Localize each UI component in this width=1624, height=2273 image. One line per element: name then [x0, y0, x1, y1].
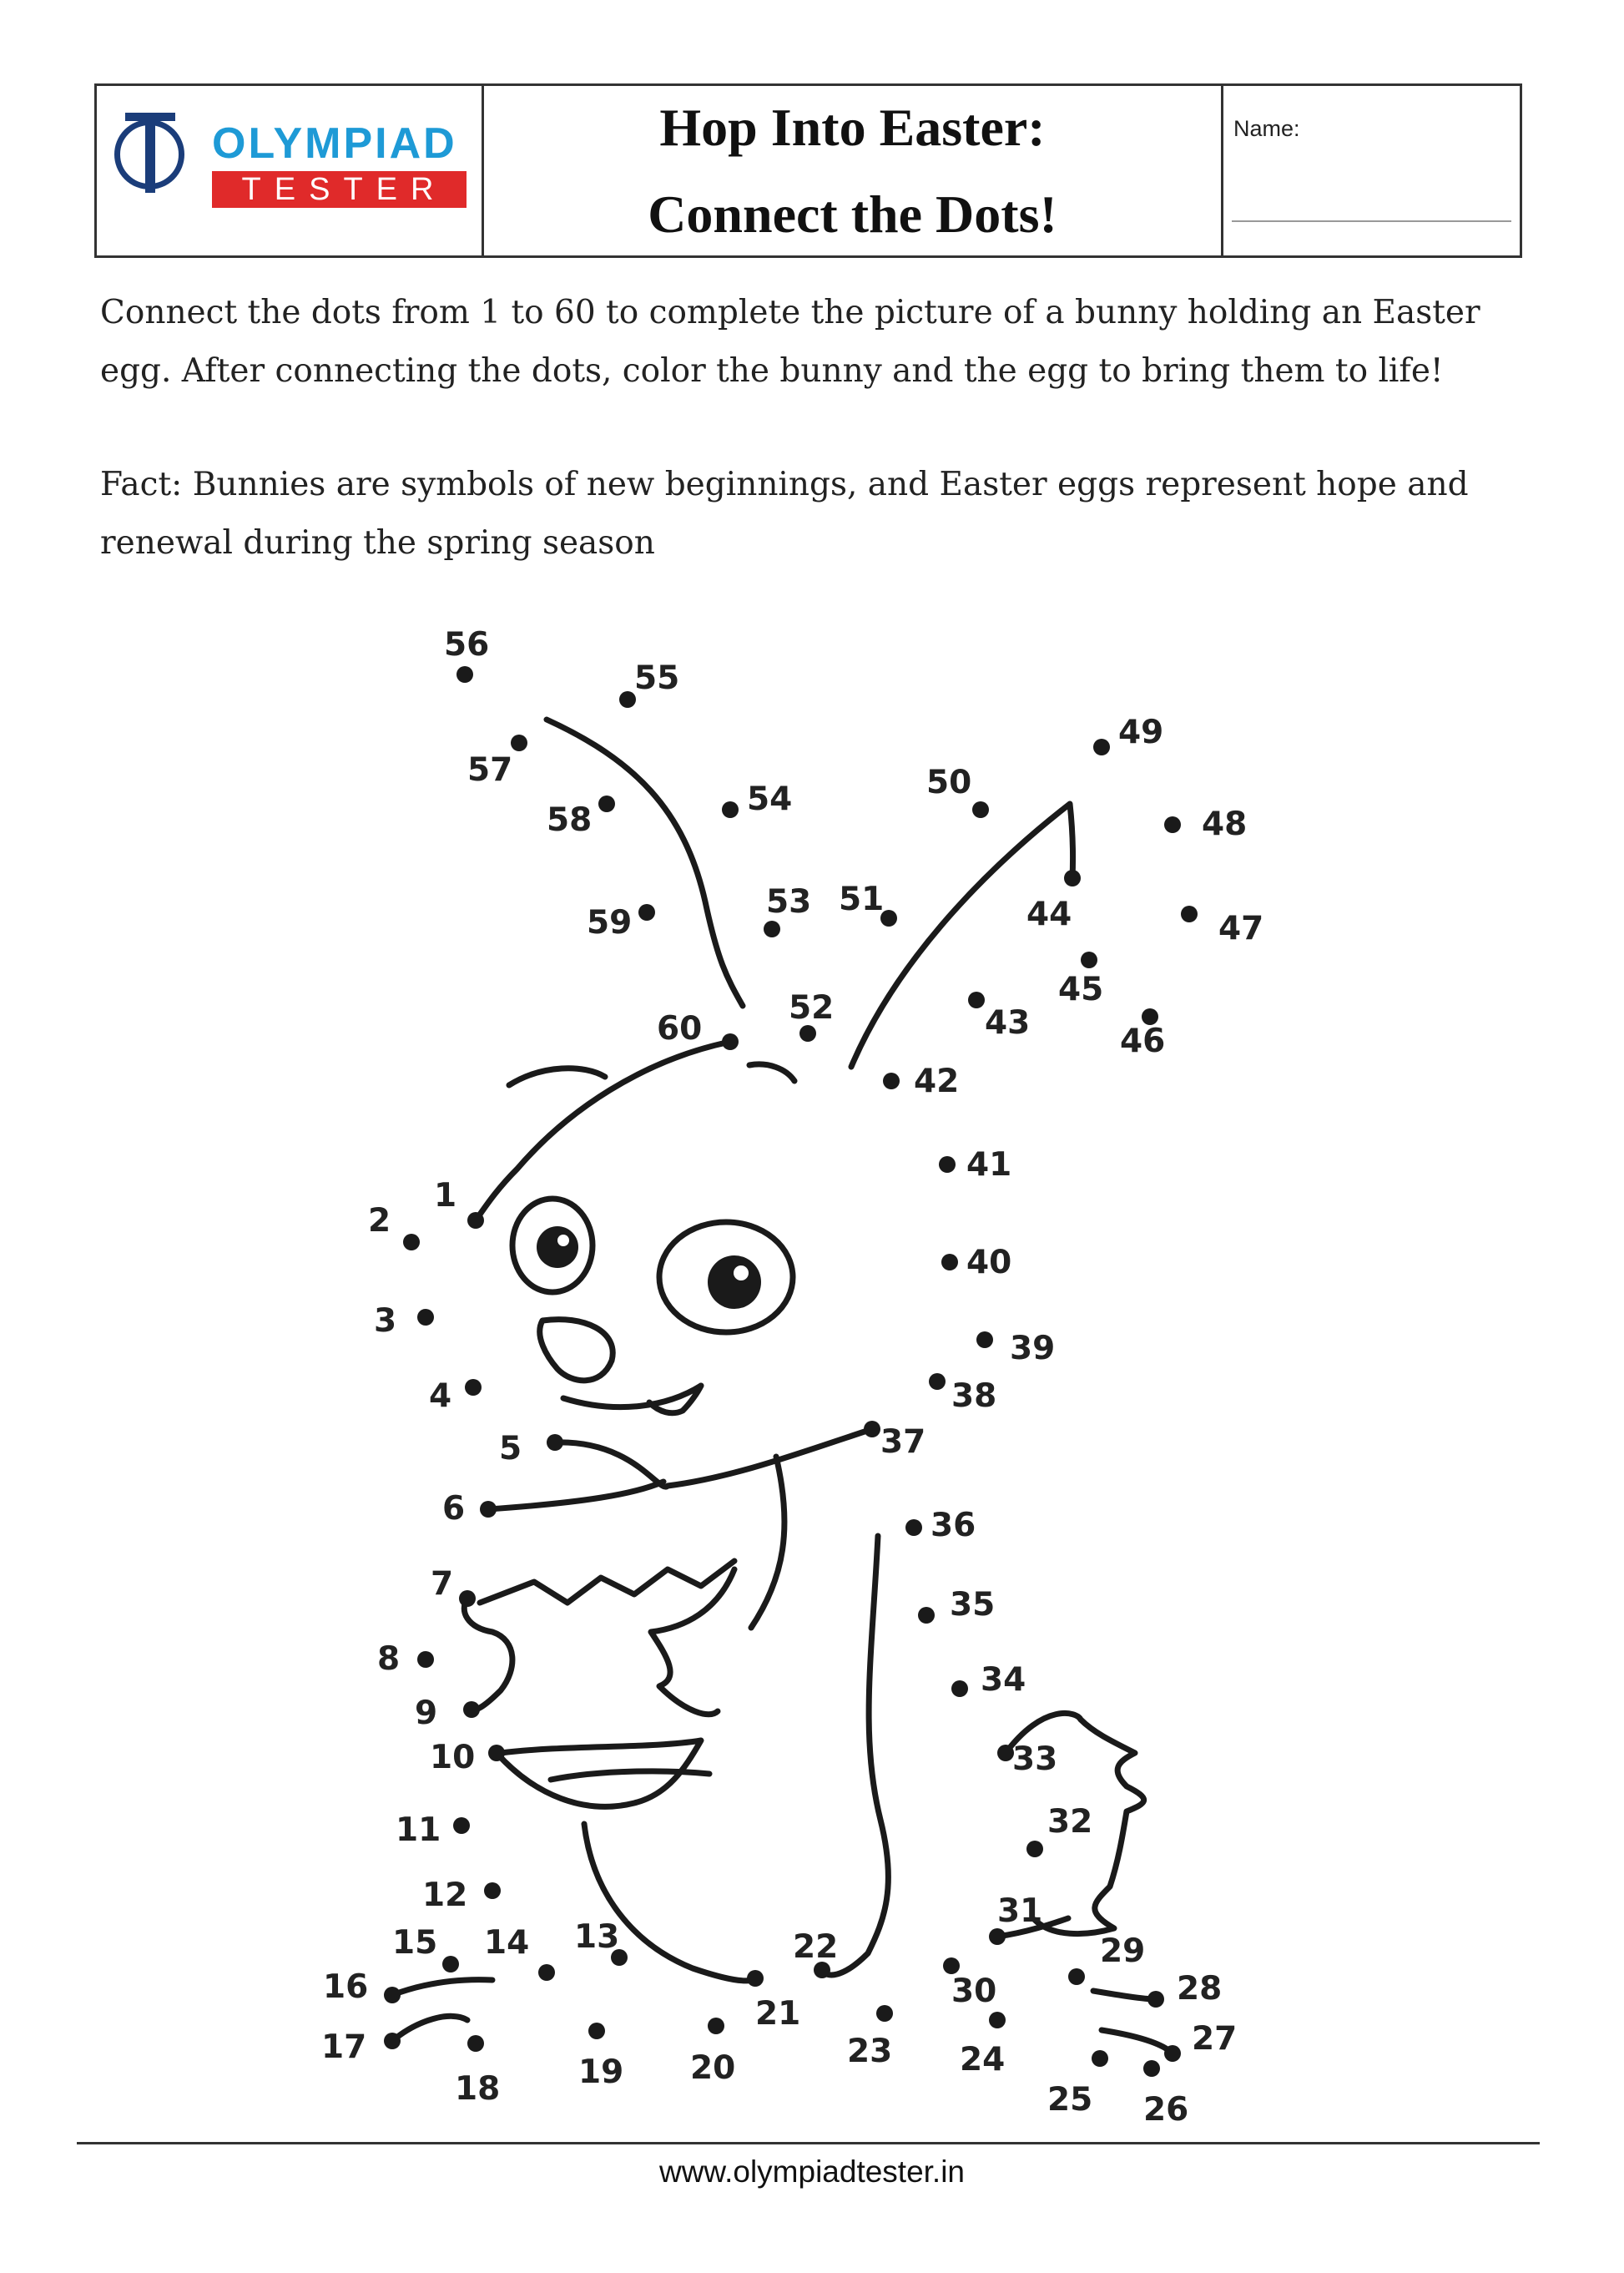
dot-label-16: 16 [323, 1968, 369, 2006]
dot-label-15: 15 [392, 1924, 438, 1962]
arm-bottom-line [488, 1482, 663, 1509]
dot-label-21: 21 [755, 1995, 801, 2033]
dot-label-1: 1 [434, 1177, 457, 1215]
dot-label-40: 40 [966, 1244, 1012, 1281]
right-pupil [708, 1255, 761, 1309]
dot-label-45: 45 [1058, 971, 1104, 1008]
dot-label-12: 12 [422, 1876, 468, 1914]
dot-11 [453, 1817, 470, 1834]
dot-label-20: 20 [690, 2049, 736, 2087]
dot-label-43: 43 [985, 1004, 1031, 1042]
dot-label-19: 19 [578, 2053, 624, 2091]
dot-label-51: 51 [839, 881, 885, 918]
dot-label-26: 26 [1143, 2091, 1189, 2129]
dot-42 [883, 1073, 900, 1089]
body-right-line [822, 1536, 888, 1975]
dot-label-58: 58 [547, 801, 593, 839]
smile [563, 1386, 701, 1407]
dot-label-30: 30 [951, 1972, 997, 2010]
dot-25 [1092, 2050, 1108, 2067]
dot-label-9: 9 [415, 1695, 438, 1732]
dot-19 [588, 2023, 605, 2039]
dot-5 [547, 1434, 563, 1451]
egg-stripe [551, 1771, 709, 1780]
dot-6 [480, 1501, 497, 1518]
dot-56 [456, 666, 473, 683]
dot-50 [972, 801, 989, 818]
dot-38 [929, 1373, 946, 1390]
left-ear-line [547, 720, 743, 1006]
dot-34 [951, 1680, 968, 1697]
dot-4 [465, 1379, 482, 1396]
right-foot-top [1093, 1991, 1156, 1999]
dot-label-5: 5 [499, 1430, 522, 1467]
side-wave [464, 1599, 512, 1710]
fact-text: Fact: Bunnies are symbols of new beginnings, and Easter eggs represent hope and renewal during the spring season [100, 466, 1469, 562]
paw [651, 1569, 734, 1715]
dot-label-14: 14 [484, 1924, 530, 1962]
left-eye-shine [557, 1235, 569, 1246]
dot-label-36: 36 [931, 1507, 976, 1544]
dot-9 [463, 1701, 480, 1718]
dot-21 [747, 1970, 764, 1987]
dot-26 [1143, 2060, 1160, 2077]
dot-30 [943, 1957, 960, 1974]
dot-label-24: 24 [960, 2041, 1006, 2079]
dot-52 [799, 1025, 816, 1042]
dot-37 [864, 1421, 880, 1437]
dot-40 [941, 1254, 958, 1270]
dot-label-55: 55 [634, 659, 680, 697]
dot-label-52: 52 [789, 989, 835, 1027]
name-label: Name: [1233, 116, 1300, 141]
dot-23 [876, 2005, 893, 2022]
left-foot-top [392, 1980, 492, 1995]
dot-label-59: 59 [587, 904, 633, 942]
dot-54 [722, 801, 739, 818]
dot-59 [638, 904, 655, 921]
dot-label-44: 44 [1026, 896, 1072, 933]
logo-word-olympiad: OLYMPIAD [212, 119, 457, 168]
dot-label-11: 11 [396, 1811, 441, 1849]
dot-33 [997, 1745, 1014, 1761]
pupils [537, 1226, 761, 1309]
dot-label-3: 3 [374, 1302, 397, 1340]
page-title-line1: Hop Into Easter: [659, 97, 1046, 157]
dot-label-33: 33 [1012, 1740, 1058, 1778]
right-ear-line [851, 804, 1073, 1067]
dot-41 [939, 1156, 956, 1173]
dot-18 [467, 2035, 484, 2052]
footer-url[interactable]: www.olympiadtester.in [658, 2154, 966, 2189]
dot-label-29: 29 [1100, 1932, 1146, 1970]
dot-label-4: 4 [429, 1377, 452, 1415]
dot-label-56: 56 [444, 626, 490, 664]
dot-label-38: 38 [951, 1377, 997, 1415]
dot-label-37: 37 [880, 1423, 926, 1461]
egg-right-arc [751, 1457, 784, 1628]
dot-label-10: 10 [430, 1739, 476, 1776]
dot-label-32: 32 [1047, 1803, 1093, 1841]
dot-47 [1181, 906, 1198, 922]
left-pupil [537, 1226, 578, 1268]
dot-10 [488, 1745, 505, 1761]
instructions-text: Connect the dots from 1 to 60 to complete the picture of a bunny holding an Easter egg. After connecting the dots, color the bunny and the egg to bring them to life! [100, 294, 1480, 390]
dot-label-28: 28 [1177, 1970, 1223, 2008]
dot-16 [384, 1987, 401, 2003]
dot-label-8: 8 [377, 1640, 401, 1678]
dot-1 [467, 1212, 484, 1229]
right-foot-bottom [1102, 2030, 1173, 2053]
dot-label-46: 46 [1120, 1023, 1166, 1060]
egg-crack [480, 1561, 734, 1603]
dot-label-7: 7 [431, 1565, 454, 1603]
dot-label-23: 23 [847, 2033, 893, 2070]
nose [540, 1320, 613, 1381]
leg-left-line [584, 1824, 755, 1981]
dot-27 [1164, 2045, 1181, 2062]
right-eye-shine [734, 1265, 749, 1280]
dot-15 [442, 1956, 459, 1972]
right-brow [749, 1064, 794, 1081]
logo-word-tester: TESTER [212, 171, 467, 208]
dot-28 [1147, 1991, 1164, 2008]
dot-label-41: 41 [966, 1146, 1012, 1184]
dot-label-22: 22 [793, 1928, 839, 1966]
dot-58 [598, 796, 615, 812]
dot-53 [764, 921, 780, 937]
dot-label-49: 49 [1118, 714, 1164, 751]
dot-2 [403, 1234, 420, 1250]
dot-32 [1026, 1841, 1043, 1857]
dot-60 [722, 1033, 739, 1050]
dot-label-31: 31 [997, 1892, 1043, 1930]
dot-43 [968, 992, 985, 1008]
dot-label-18: 18 [455, 2070, 501, 2108]
dot-label-17: 17 [321, 2028, 367, 2066]
dot-39 [976, 1331, 993, 1348]
dot-8 [417, 1651, 434, 1668]
page-title-line2: Connect the Dots! [648, 184, 1057, 244]
dot-label-34: 34 [981, 1661, 1026, 1699]
dot-label-53: 53 [766, 883, 812, 921]
dot-label-42: 42 [914, 1063, 960, 1100]
dot-49 [1093, 739, 1110, 755]
dot-label-13: 13 [574, 1918, 620, 1956]
dot-45 [1081, 952, 1097, 968]
dot-label-60: 60 [657, 1010, 703, 1048]
dot-48 [1164, 816, 1181, 833]
dot-label-6: 6 [442, 1490, 466, 1528]
dot-label-25: 25 [1047, 2081, 1093, 2119]
dot-label-48: 48 [1202, 806, 1248, 843]
dot-31 [989, 1928, 1006, 1945]
dot-20 [708, 2018, 724, 2034]
dot-44 [1064, 870, 1081, 886]
dot-label-50: 50 [926, 764, 972, 801]
dot-label-57: 57 [467, 751, 513, 789]
dot-label-35: 35 [950, 1586, 996, 1624]
dot-14 [538, 1964, 555, 1981]
dot-7 [459, 1590, 476, 1607]
dot-29 [1068, 1968, 1085, 1985]
head-line [476, 1042, 730, 1220]
dot-36 [905, 1519, 922, 1536]
dot-24 [989, 2012, 1006, 2028]
dot-35 [918, 1607, 935, 1624]
dots-group [321, 626, 1263, 2129]
dot-12 [484, 1882, 501, 1899]
dot-label-27: 27 [1192, 2020, 1238, 2058]
dot-3 [417, 1309, 434, 1326]
left-foot-bottom [392, 2016, 467, 2041]
dot-label-2: 2 [368, 1202, 391, 1240]
dot-label-54: 54 [747, 780, 793, 818]
footer-rule [77, 2142, 1540, 2144]
dot-17 [384, 2033, 401, 2049]
dot-label-39: 39 [1010, 1330, 1056, 1367]
dot-55 [619, 691, 636, 708]
dot-57 [511, 735, 527, 751]
arm-top-line [555, 1429, 872, 1487]
dot-label-47: 47 [1218, 910, 1264, 947]
left-brow [509, 1068, 605, 1085]
